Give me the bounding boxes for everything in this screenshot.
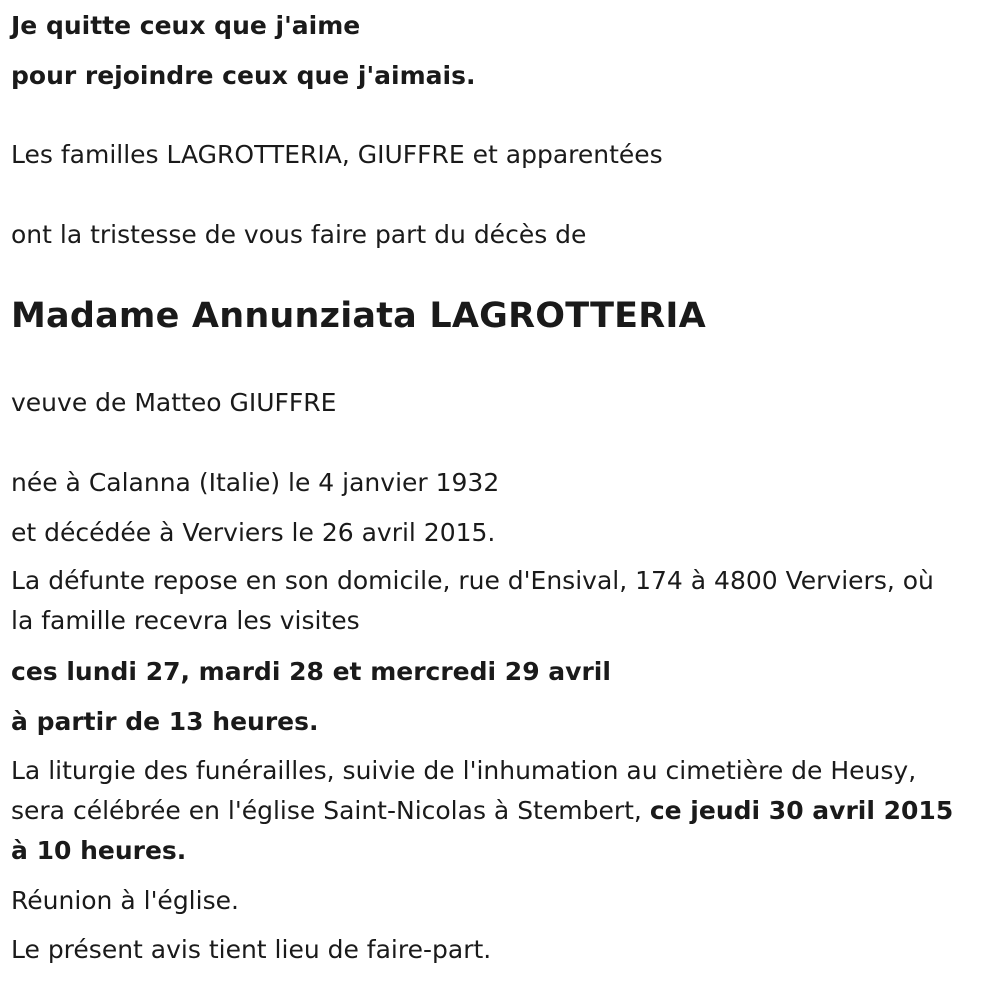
repose-line-2: la famille recevra les visites (11, 606, 360, 635)
closing-line: Le présent avis tient lieu de faire-part. (11, 935, 492, 964)
liturgy-time: à 10 heures. (11, 836, 187, 865)
liturgy-line-2 (11, 791, 986, 831)
birth-line: née à Calanna (Italie) le 4 janvier 1932 (11, 468, 500, 497)
liturgy-line-3 (11, 831, 986, 871)
meeting-line: Réunion à l'église. (11, 886, 239, 915)
visit-time-line: à partir de 13 heures. (11, 707, 319, 736)
liturgy-date: ce jeudi 30 avril 2015 (649, 796, 954, 825)
death-line: et décédée à Verviers le 26 avril 2015. (11, 518, 496, 547)
visit-days-line: ces lundi 27, mardi 28 et mercredi 29 avril (11, 657, 611, 686)
epigraph-line-1: Je quitte ceux que j'aime (11, 11, 361, 40)
widow-of-line: veuve de Matteo GIUFFRE (11, 388, 337, 417)
liturgy-line-1: La liturgie des funérailles, suivie de l'inhumation au cimetière de Heusy, (11, 756, 917, 785)
liturgy-paragraph (11, 751, 986, 871)
announcement-line: ont la tristesse de vous faire part du décès de (11, 220, 587, 249)
repose-paragraph (11, 561, 986, 641)
families-line: Les familles LAGROTTERIA, GIUFFRE et apparentées (11, 140, 663, 169)
repose-line-1: La défunte repose en son domicile, rue d'Ensival, 174 à 4800 Verviers, où (11, 566, 934, 595)
epigraph-line-2: pour rejoindre ceux que j'aimais. (11, 61, 476, 90)
liturgy-location: sera célébrée en l'église Saint-Nicolas à Stembert, (11, 796, 650, 825)
deceased-name: Madame Annunziata LAGROTTERIA (11, 296, 706, 336)
